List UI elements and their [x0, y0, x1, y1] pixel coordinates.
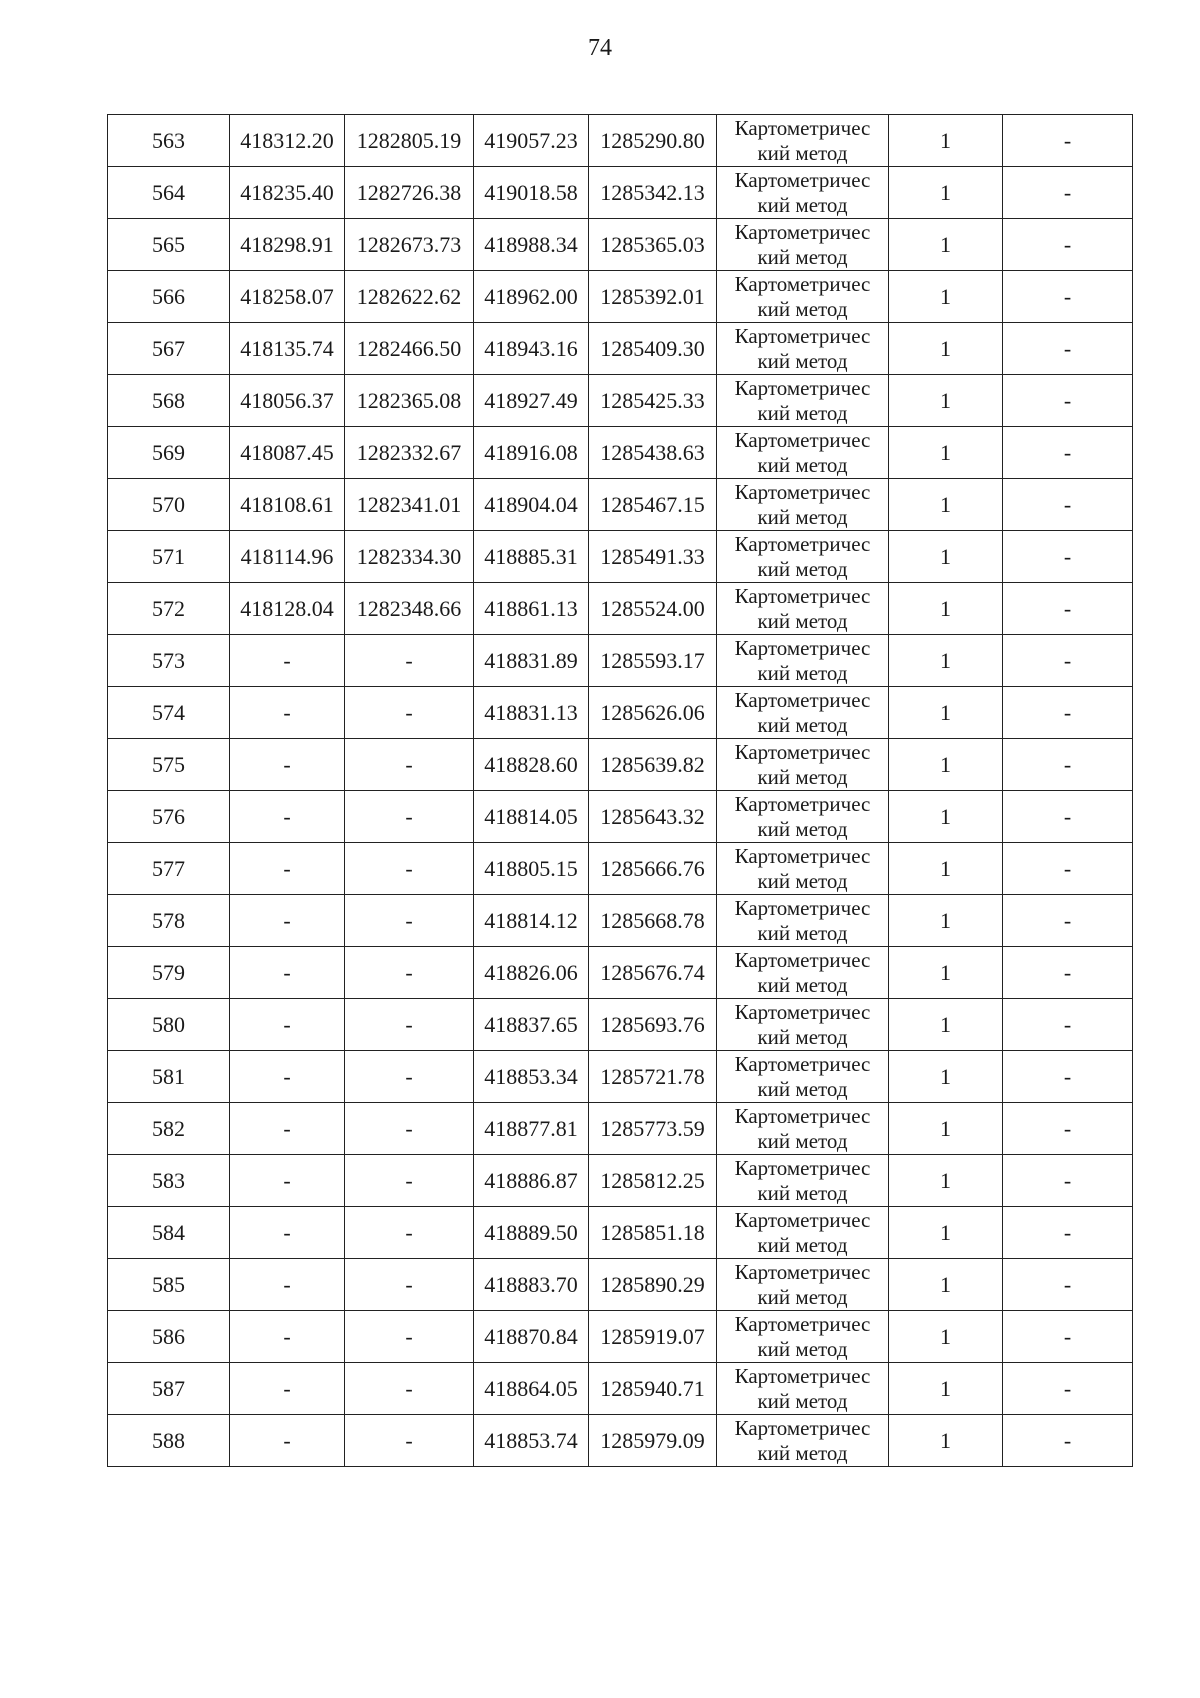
method-line-2: кий метод: [757, 920, 848, 945]
x-old-cell: -: [230, 1155, 345, 1207]
y-old-cell: -: [345, 999, 474, 1051]
point-number-cell: 586: [108, 1311, 230, 1363]
method-line-1: Картометричес: [734, 1311, 871, 1336]
method-line-2: кий метод: [757, 192, 848, 217]
accuracy-cell: 1: [889, 1155, 1003, 1207]
x-new-cell: 418962.00: [474, 271, 589, 323]
y-new-cell: 1285666.76: [589, 843, 717, 895]
y-old-cell: -: [345, 895, 474, 947]
x-old-cell: -: [230, 1311, 345, 1363]
y-new-cell: 1285890.29: [589, 1259, 717, 1311]
x-new-cell: 418864.05: [474, 1363, 589, 1415]
x-new-cell: 418877.81: [474, 1103, 589, 1155]
method-line-1: Картометричес: [734, 115, 871, 140]
accuracy-cell: 1: [889, 271, 1003, 323]
y-old-cell: 1282341.01: [345, 479, 474, 531]
accuracy-cell: 1: [889, 1259, 1003, 1311]
y-old-cell: -: [345, 1051, 474, 1103]
method-line-1: Картометричес: [734, 1207, 871, 1232]
description-cell: -: [1003, 219, 1133, 271]
y-old-cell: -: [345, 1155, 474, 1207]
x-old-cell: 418114.96: [230, 531, 345, 583]
y-new-cell: 1285773.59: [589, 1103, 717, 1155]
y-old-cell: 1282726.38: [345, 167, 474, 219]
y-new-cell: 1285979.09: [589, 1415, 717, 1467]
description-cell: -: [1003, 1051, 1133, 1103]
point-number-cell: 567: [108, 323, 230, 375]
point-number-cell: 575: [108, 739, 230, 791]
method-line-1: Картометричес: [734, 531, 871, 556]
table-row: [108, 427, 1133, 479]
method-line-1: Картометричес: [734, 1155, 871, 1180]
method-line-1: Картометричес: [734, 375, 871, 400]
description-cell: -: [1003, 115, 1133, 167]
accuracy-cell: 1: [889, 1051, 1003, 1103]
table-row: [108, 1363, 1133, 1415]
y-old-cell: -: [345, 1207, 474, 1259]
accuracy-cell: 1: [889, 1207, 1003, 1259]
x-old-cell: -: [230, 739, 345, 791]
y-new-cell: 1285919.07: [589, 1311, 717, 1363]
method-line-1: Картометричес: [734, 1259, 871, 1284]
description-cell: -: [1003, 1259, 1133, 1311]
method-cell: [717, 791, 889, 843]
point-number-cell: 569: [108, 427, 230, 479]
x-old-cell: -: [230, 843, 345, 895]
method-cell: [717, 375, 889, 427]
method-line-1: Картометричес: [734, 791, 871, 816]
x-new-cell: 418831.13: [474, 687, 589, 739]
y-new-cell: 1285940.71: [589, 1363, 717, 1415]
y-old-cell: -: [345, 1415, 474, 1467]
y-new-cell: 1285676.74: [589, 947, 717, 999]
point-number-cell: 581: [108, 1051, 230, 1103]
x-old-cell: 418312.20: [230, 115, 345, 167]
description-cell: -: [1003, 531, 1133, 583]
y-new-cell: 1285491.33: [589, 531, 717, 583]
method-line-2: кий метод: [757, 608, 848, 633]
x-new-cell: 418916.08: [474, 427, 589, 479]
accuracy-cell: 1: [889, 375, 1003, 427]
x-new-cell: 418886.87: [474, 1155, 589, 1207]
x-new-cell: 418927.49: [474, 375, 589, 427]
method-line-2: кий метод: [757, 972, 848, 997]
method-cell: [717, 635, 889, 687]
table-row: [108, 687, 1133, 739]
y-new-cell: 1285668.78: [589, 895, 717, 947]
description-cell: -: [1003, 375, 1133, 427]
y-old-cell: 1282466.50: [345, 323, 474, 375]
table-row: [108, 947, 1133, 999]
method-cell: [717, 427, 889, 479]
method-cell: [717, 323, 889, 375]
method-line-1: Картометричес: [734, 1415, 871, 1440]
point-number-cell: 574: [108, 687, 230, 739]
method-line-2: кий метод: [757, 140, 848, 165]
accuracy-cell: 1: [889, 167, 1003, 219]
description-cell: -: [1003, 1363, 1133, 1415]
table-row: [108, 791, 1133, 843]
accuracy-cell: 1: [889, 791, 1003, 843]
y-old-cell: -: [345, 635, 474, 687]
point-number-cell: 565: [108, 219, 230, 271]
method-cell: [717, 1415, 889, 1467]
method-line-1: Картометричес: [734, 947, 871, 972]
x-new-cell: 418870.84: [474, 1311, 589, 1363]
accuracy-cell: 1: [889, 323, 1003, 375]
method-cell: [717, 583, 889, 635]
description-cell: -: [1003, 739, 1133, 791]
y-new-cell: 1285392.01: [589, 271, 717, 323]
x-old-cell: 418258.07: [230, 271, 345, 323]
x-new-cell: 418853.74: [474, 1415, 589, 1467]
description-cell: -: [1003, 999, 1133, 1051]
x-new-cell: 419018.58: [474, 167, 589, 219]
description-cell: -: [1003, 1155, 1133, 1207]
accuracy-cell: 1: [889, 895, 1003, 947]
x-old-cell: 418108.61: [230, 479, 345, 531]
point-number-cell: 587: [108, 1363, 230, 1415]
y-new-cell: 1285851.18: [589, 1207, 717, 1259]
description-cell: -: [1003, 791, 1133, 843]
method-line-2: кий метод: [757, 400, 848, 425]
accuracy-cell: 1: [889, 427, 1003, 479]
method-line-2: кий метод: [757, 1388, 848, 1413]
method-line-1: Картометричес: [734, 167, 871, 192]
point-number-cell: 583: [108, 1155, 230, 1207]
point-number-cell: 571: [108, 531, 230, 583]
description-cell: -: [1003, 479, 1133, 531]
y-new-cell: 1285693.76: [589, 999, 717, 1051]
method-cell: [717, 687, 889, 739]
y-old-cell: 1282348.66: [345, 583, 474, 635]
x-old-cell: 418135.74: [230, 323, 345, 375]
table-row: [108, 1259, 1133, 1311]
point-number-cell: 563: [108, 115, 230, 167]
method-line-1: Картометричес: [734, 843, 871, 868]
y-new-cell: 1285342.13: [589, 167, 717, 219]
method-line-1: Картометричес: [734, 1051, 871, 1076]
table-row: [108, 375, 1133, 427]
x-old-cell: -: [230, 947, 345, 999]
description-cell: -: [1003, 1311, 1133, 1363]
description-cell: -: [1003, 583, 1133, 635]
point-number-cell: 584: [108, 1207, 230, 1259]
table-row: [108, 1155, 1133, 1207]
table-row: [108, 167, 1133, 219]
accuracy-cell: 1: [889, 843, 1003, 895]
x-old-cell: -: [230, 791, 345, 843]
description-cell: -: [1003, 427, 1133, 479]
x-old-cell: 418128.04: [230, 583, 345, 635]
description-cell: -: [1003, 843, 1133, 895]
method-cell: [717, 479, 889, 531]
method-line-2: кий метод: [757, 712, 848, 737]
method-cell: [717, 1363, 889, 1415]
method-cell: [717, 531, 889, 583]
x-old-cell: -: [230, 1207, 345, 1259]
table-row: [108, 999, 1133, 1051]
y-new-cell: 1285593.17: [589, 635, 717, 687]
x-old-cell: -: [230, 1415, 345, 1467]
table-row: [108, 219, 1133, 271]
description-cell: -: [1003, 895, 1133, 947]
accuracy-cell: 1: [889, 1415, 1003, 1467]
method-line-2: кий метод: [757, 556, 848, 581]
x-new-cell: 418988.34: [474, 219, 589, 271]
method-cell: [717, 843, 889, 895]
method-cell: [717, 167, 889, 219]
method-line-2: кий метод: [757, 868, 848, 893]
x-new-cell: 418814.12: [474, 895, 589, 947]
y-new-cell: 1285721.78: [589, 1051, 717, 1103]
x-new-cell: 418837.65: [474, 999, 589, 1051]
y-old-cell: -: [345, 1363, 474, 1415]
method-line-2: кий метод: [757, 504, 848, 529]
y-new-cell: 1285365.03: [589, 219, 717, 271]
y-old-cell: -: [345, 1103, 474, 1155]
point-number-cell: 572: [108, 583, 230, 635]
method-line-2: кий метод: [757, 816, 848, 841]
point-number-cell: 579: [108, 947, 230, 999]
accuracy-cell: 1: [889, 635, 1003, 687]
point-number-cell: 582: [108, 1103, 230, 1155]
y-new-cell: 1285626.06: [589, 687, 717, 739]
y-new-cell: 1285643.32: [589, 791, 717, 843]
x-old-cell: -: [230, 1363, 345, 1415]
method-line-1: Картометричес: [734, 271, 871, 296]
y-old-cell: -: [345, 1259, 474, 1311]
method-line-1: Картометричес: [734, 583, 871, 608]
point-number-cell: 585: [108, 1259, 230, 1311]
table-row: [108, 323, 1133, 375]
y-old-cell: 1282365.08: [345, 375, 474, 427]
accuracy-cell: 1: [889, 999, 1003, 1051]
method-line-2: кий метод: [757, 296, 848, 321]
point-number-cell: 570: [108, 479, 230, 531]
point-number-cell: 580: [108, 999, 230, 1051]
x-old-cell: 418056.37: [230, 375, 345, 427]
accuracy-cell: 1: [889, 1103, 1003, 1155]
description-cell: -: [1003, 635, 1133, 687]
x-new-cell: 418828.60: [474, 739, 589, 791]
x-new-cell: 419057.23: [474, 115, 589, 167]
y-old-cell: -: [345, 947, 474, 999]
x-new-cell: 418814.05: [474, 791, 589, 843]
table-row: [108, 583, 1133, 635]
method-cell: [717, 999, 889, 1051]
x-old-cell: -: [230, 999, 345, 1051]
method-cell: [717, 1259, 889, 1311]
y-old-cell: -: [345, 1311, 474, 1363]
method-cell: [717, 115, 889, 167]
method-line-2: кий метод: [757, 1076, 848, 1101]
x-new-cell: 418831.89: [474, 635, 589, 687]
y-new-cell: 1285438.63: [589, 427, 717, 479]
table-row: [108, 531, 1133, 583]
x-new-cell: 418889.50: [474, 1207, 589, 1259]
method-line-1: Картометричес: [734, 687, 871, 712]
x-new-cell: 418943.16: [474, 323, 589, 375]
accuracy-cell: 1: [889, 115, 1003, 167]
accuracy-cell: 1: [889, 739, 1003, 791]
accuracy-cell: 1: [889, 583, 1003, 635]
accuracy-cell: 1: [889, 479, 1003, 531]
table-row: [108, 1207, 1133, 1259]
x-old-cell: 418235.40: [230, 167, 345, 219]
method-line-1: Картометричес: [734, 427, 871, 452]
description-cell: -: [1003, 1207, 1133, 1259]
method-line-2: кий метод: [757, 764, 848, 789]
y-new-cell: 1285425.33: [589, 375, 717, 427]
x-old-cell: -: [230, 895, 345, 947]
accuracy-cell: 1: [889, 947, 1003, 999]
point-number-cell: 588: [108, 1415, 230, 1467]
method-cell: [717, 1207, 889, 1259]
table-row: [108, 1103, 1133, 1155]
method-line-2: кий метод: [757, 1284, 848, 1309]
description-cell: -: [1003, 1103, 1133, 1155]
description-cell: -: [1003, 167, 1133, 219]
table-body: [108, 115, 1133, 1467]
method-line-2: кий метод: [757, 348, 848, 373]
method-cell: [717, 947, 889, 999]
point-number-cell: 578: [108, 895, 230, 947]
method-line-1: Картометричес: [734, 1103, 871, 1128]
point-number-cell: 564: [108, 167, 230, 219]
method-line-1: Картометричес: [734, 219, 871, 244]
description-cell: -: [1003, 947, 1133, 999]
method-line-1: Картометричес: [734, 1363, 871, 1388]
method-cell: [717, 219, 889, 271]
table-row: [108, 895, 1133, 947]
method-line-1: Картометричес: [734, 999, 871, 1024]
table-row: [108, 115, 1133, 167]
method-line-2: кий метод: [757, 1024, 848, 1049]
x-old-cell: -: [230, 1051, 345, 1103]
method-cell: [717, 895, 889, 947]
x-new-cell: 418904.04: [474, 479, 589, 531]
x-new-cell: 418826.06: [474, 947, 589, 999]
method-line-2: кий метод: [757, 660, 848, 685]
table-row: [108, 1415, 1133, 1467]
y-new-cell: 1285467.15: [589, 479, 717, 531]
x-new-cell: 418805.15: [474, 843, 589, 895]
x-new-cell: 418883.70: [474, 1259, 589, 1311]
method-line-1: Картометричес: [734, 895, 871, 920]
table-row: [108, 635, 1133, 687]
x-new-cell: 418853.34: [474, 1051, 589, 1103]
x-old-cell: -: [230, 1259, 345, 1311]
point-number-cell: 568: [108, 375, 230, 427]
x-new-cell: 418861.13: [474, 583, 589, 635]
method-cell: [717, 271, 889, 323]
y-new-cell: 1285524.00: [589, 583, 717, 635]
y-new-cell: 1285290.80: [589, 115, 717, 167]
method-line-2: кий метод: [757, 1232, 848, 1257]
table-row: [108, 271, 1133, 323]
y-old-cell: 1282622.62: [345, 271, 474, 323]
x-new-cell: 418885.31: [474, 531, 589, 583]
point-number-cell: 577: [108, 843, 230, 895]
y-old-cell: 1282332.67: [345, 427, 474, 479]
method-line-1: Картометричес: [734, 323, 871, 348]
method-line-2: кий метод: [757, 452, 848, 477]
description-cell: -: [1003, 687, 1133, 739]
x-old-cell: -: [230, 1103, 345, 1155]
y-new-cell: 1285409.30: [589, 323, 717, 375]
x-old-cell: -: [230, 687, 345, 739]
accuracy-cell: 1: [889, 1363, 1003, 1415]
y-old-cell: -: [345, 739, 474, 791]
x-old-cell: 418087.45: [230, 427, 345, 479]
y-old-cell: -: [345, 687, 474, 739]
method-line-2: кий метод: [757, 244, 848, 269]
accuracy-cell: 1: [889, 1311, 1003, 1363]
y-old-cell: -: [345, 791, 474, 843]
description-cell: -: [1003, 323, 1133, 375]
method-line-2: кий метод: [757, 1180, 848, 1205]
point-number-cell: 573: [108, 635, 230, 687]
accuracy-cell: 1: [889, 687, 1003, 739]
method-line-2: кий метод: [757, 1440, 848, 1465]
y-old-cell: -: [345, 843, 474, 895]
table-row: [108, 843, 1133, 895]
method-cell: [717, 739, 889, 791]
table-row: [108, 1311, 1133, 1363]
method-line-1: Картометричес: [734, 739, 871, 764]
method-line-1: Картометричес: [734, 479, 871, 504]
table-row: [108, 739, 1133, 791]
method-cell: [717, 1311, 889, 1363]
method-line-2: кий метод: [757, 1336, 848, 1361]
x-old-cell: -: [230, 635, 345, 687]
method-cell: [717, 1103, 889, 1155]
description-cell: -: [1003, 1415, 1133, 1467]
table-row: [108, 1051, 1133, 1103]
description-cell: -: [1003, 271, 1133, 323]
x-old-cell: 418298.91: [230, 219, 345, 271]
page-number: 74: [588, 35, 612, 61]
y-new-cell: 1285812.25: [589, 1155, 717, 1207]
method-line-2: кий метод: [757, 1128, 848, 1153]
accuracy-cell: 1: [889, 219, 1003, 271]
y-new-cell: 1285639.82: [589, 739, 717, 791]
y-old-cell: 1282805.19: [345, 115, 474, 167]
accuracy-cell: 1: [889, 531, 1003, 583]
point-number-cell: 566: [108, 271, 230, 323]
y-old-cell: 1282334.30: [345, 531, 474, 583]
method-cell: [717, 1051, 889, 1103]
coordinates-table: [107, 114, 1133, 1467]
point-number-cell: 576: [108, 791, 230, 843]
method-cell: [717, 1155, 889, 1207]
table-row: [108, 479, 1133, 531]
y-old-cell: 1282673.73: [345, 219, 474, 271]
method-line-1: Картометричес: [734, 635, 871, 660]
